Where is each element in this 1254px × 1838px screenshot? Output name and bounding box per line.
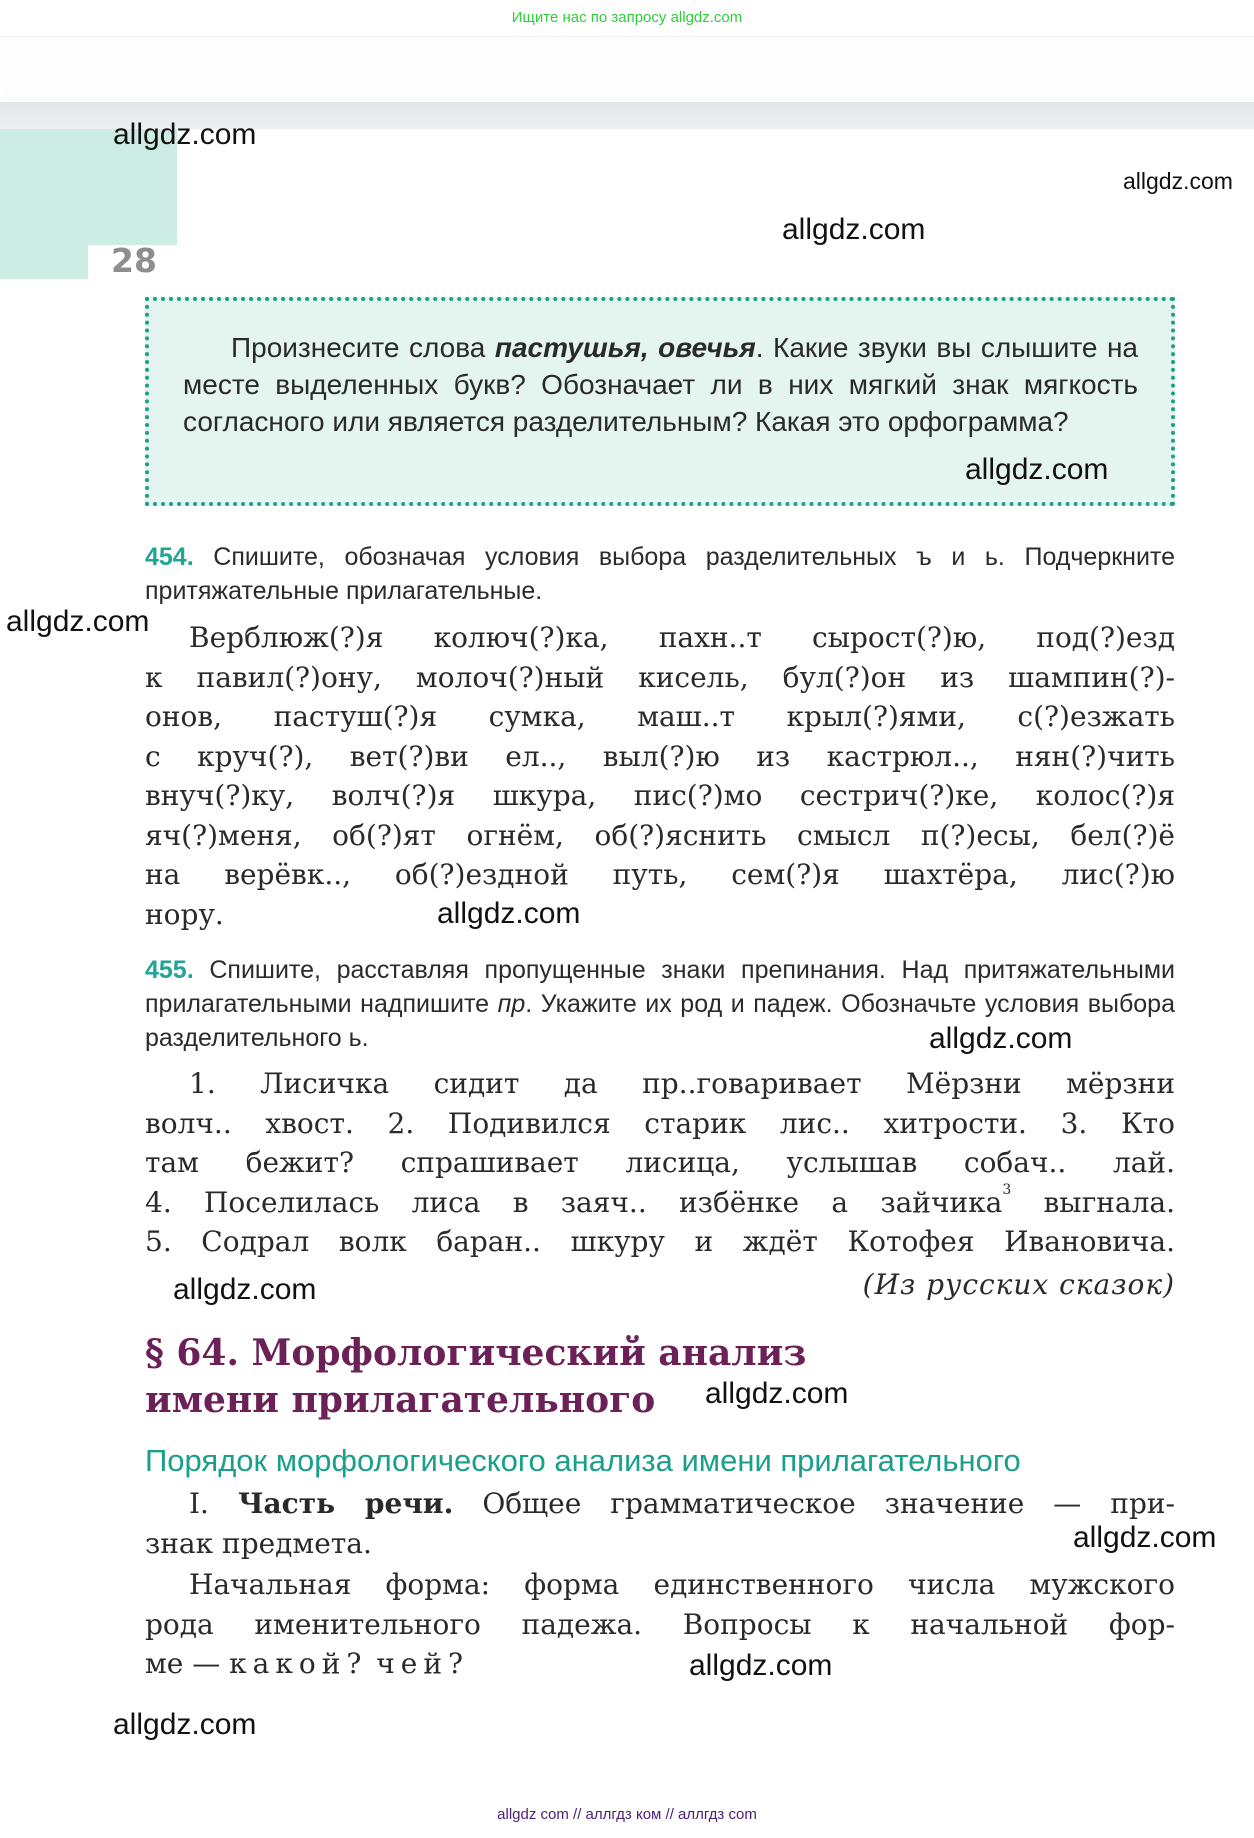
text-line: там бежит? спрашивает лисица, услышав собач.. лай. [145,1146,1175,1179]
abbreviation: пр [497,990,526,1018]
footer-links: allgdz com // аллгдз ком // аллгдз com [497,1806,757,1823]
text-line [145,1183,1175,1223]
question-word-2: чей? [376,1647,470,1680]
text-line: рода именительного падежа. Вопросы к начальной фор- [145,1607,1175,1641]
text-line: на верёвк.., об(?)ездной путь, сем(?)я шахтёра, лис(?)ю [145,858,1175,891]
exercise-number: 455. [145,956,194,984]
text-line: онов, пастуш(?)я сумка, маш..т крыл(?)ями, с(?)езжать [145,700,1175,733]
instruction-text: Спишите, обозначая условия выбора разделительных ъ и ь. Подчеркните притяжательные прилагательные. [145,543,1175,605]
text-line-rest: Общее грамматическое значение — при- [453,1487,1175,1520]
watermark: allgdz.com [113,118,257,151]
text-line-start: ме — [145,1647,230,1680]
text-line: 1. Лисичка сидит да пр..говаривает Мёрзни мёрзни [189,1067,1175,1100]
text-line-tail: выгнала. [1011,1185,1175,1219]
instruction-text-end: . Укажите их род и падеж. Обозначьте условия выбора разделительного ь. [145,990,1175,1052]
watermark: allgdz.com [173,1273,317,1306]
watermark: allgdz.com [689,1649,833,1682]
exercise-454-instruction [145,540,1175,608]
page-corner-decoration-lower [0,245,88,279]
text-line: 5. Содрал волк баран.. шкуру и ждёт Котофея Ивановича. [145,1225,1175,1258]
text-line-part: 4. Поселилась лиса в заяч.. избёнке а зайчика [145,1185,1003,1219]
text-line: с круч(?), вет(?)ви ел.., выл(?)ю из кастрюл.., нян(?)чить [145,739,1175,773]
text-line: яч(?)меня, об(?)ят огнём, об(?)яснить смысл п(?)есы, бел(?)ё [145,818,1175,852]
watermark: allgdz.com [965,453,1109,486]
footnote-marker: 3 [1002,1181,1012,1198]
watermark: allgdz.com [705,1377,849,1410]
header-card [0,36,1254,102]
subheading: Порядок морфологического анализа имени прилагательного [145,1443,1021,1478]
watermark: allgdz.com [437,897,581,930]
text-line: Верблюж(?)я колюч(?)ка, пахн..т сыpост(?)ю, под(?)езд [189,621,1175,654]
search-promo-text: Ищите нас по запросу allgdz.com [511,8,743,26]
exercise-454-text [145,618,1175,934]
watermark: allgdz.com [1073,1521,1217,1554]
search-promo-banner [0,0,1254,34]
rule-text-start: Произнесите слова [231,332,495,363]
highlighted-word-2: овечья [658,332,756,363]
text-line [145,1644,1175,1684]
question-word-1: какой? [229,1647,368,1680]
watermark: allgdz.com [782,213,926,246]
text-line: к павил(?)ону, молоч(?)ный кисель, бул(?)он из шампин(?)- [145,660,1175,694]
watermark: allgdz.com [6,605,150,638]
text-line: знак предмета. [145,1526,372,1560]
rule-text [183,329,1138,440]
section-title-line-1: § 64. Морфологический анализ [145,1332,807,1374]
page-number: 28 [111,241,157,280]
watermark: allgdz.com [929,1022,1073,1055]
text-line [145,1484,1175,1524]
spacer [649,332,658,363]
text-line: нору. [145,897,224,931]
watermark: allgdz.com [1123,168,1233,194]
section-title-line-2: имени прилагательного [145,1379,656,1421]
roman-numeral: I. [189,1487,238,1520]
text-line: Начальная форма: форма единственного числа мужского [189,1568,1175,1601]
watermark: allgdz.com [113,1708,257,1741]
bold-term: Часть речи. [237,1487,454,1520]
text-line: внуч(?)ку, волч(?)я шкура, пис(?)мо сестрич(?)ке, колос(?)я [145,779,1175,812]
exercise-455-text [145,1064,1175,1262]
highlighted-word-1: пастушья, [494,332,649,363]
section-body [145,1484,1175,1684]
source-attribution: (Из русских сказок) [862,1268,1175,1301]
rule-text-end: . Какие звуки вы слышите на месте выделенных букв? Обозначает ли в них мягкий знак мягкость согласного или является разделительным? Какая это орфограмма? [183,332,1138,437]
instruction-text: Спишите, расставляя пропущенные знаки препинания. Над притяжательными прилагательными надпишите [145,956,1175,1018]
exercise-number: 454. [145,543,194,571]
text-line: волч.. хвост. 2. Подивился старик лис.. хитрости. 3. Кто [145,1106,1175,1140]
